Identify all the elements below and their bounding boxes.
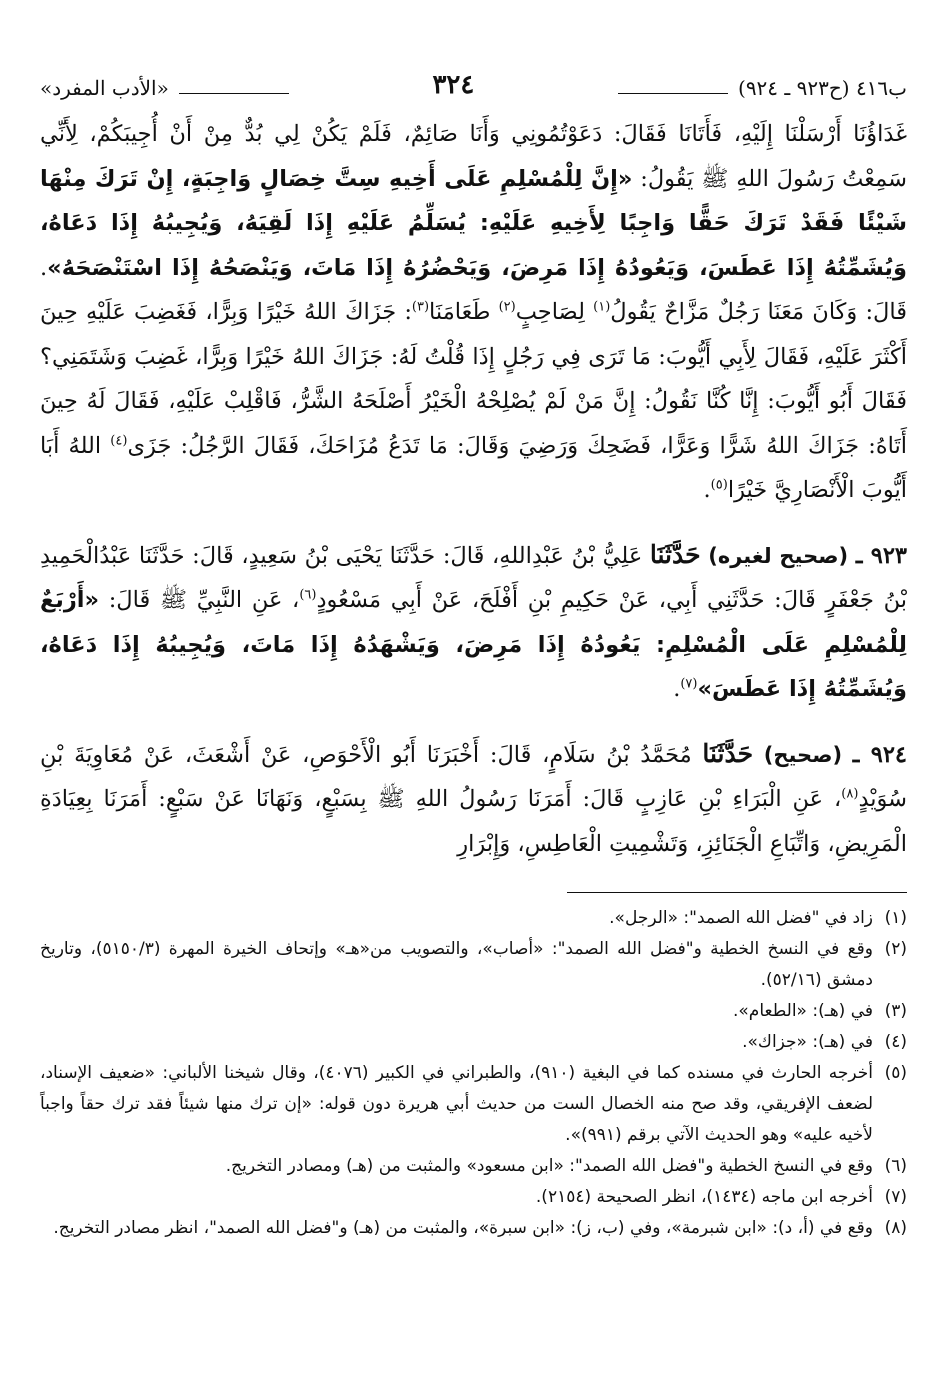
footnote-number: (٨) [884,1218,907,1238]
footnote [40,903,907,934]
text-run: . [703,477,711,503]
hadith-number: ٩٢٣ ـ [855,542,907,569]
footnote-number: (٥) [884,1063,907,1083]
text-run: غَدَاؤُنَا أَرْسَلْنَا إِلَيْهِ، فَأَتَانَا فَقَالَ: دَعَوْتُمُونِي وَأَنَا صَائِمٌ، فَلَمْ يَكُنْ لِي بُدٌّ مِنْ أَنْ أُجِيبَكُمْ، لِأَنِّي سَمِعْتُ رَسُولَ اللهِ ﷺ يَقُولُ: [40,121,907,192]
footnote-ref[interactable]: (٤) [110,433,128,448]
footnote-text: أخرجه الحارث في مسنده كما في البغية (٩١٠)، والطبراني في الكبير (٤٠٧٦)، وقال شيخنا الألباني: «ضعيف الإسناد، لضعف الإفريقي، وقد صح منه الخصال الست من حديث أبي هريرة دون قوله: «إن ترك منها شيئاً فقد ترك حقاً واجباً لأخيه عليه» وهو الحديث الآتي برقم (٩٩١)». [40,1063,873,1145]
isnad-start: حَدَّثَنَا [649,539,701,569]
footnote [40,1027,907,1058]
text-run: لِصَاحِبٍ [515,299,594,325]
book-page [40,60,907,1244]
header-left [40,76,289,100]
book-title: «الأدب المفرد» [40,76,169,100]
header-rule [618,93,728,94]
hadith-grade: (صحيح لغيره) [708,543,849,568]
footnote [40,934,907,996]
hadith-924 [40,732,907,867]
text-run: طَعَامَنَا [429,299,499,325]
footnote-number: (٦) [884,1156,907,1176]
text-run: اللهُ أَبَا أَيُّوبَ الْأَنْصَارِيَّ خَيْرًا [40,432,907,503]
isnad-text: عَلِيُّ بْنُ عَبْدِاللهِ، قَالَ: حَدَّثَنَا يَحْيَى بْنُ سَعِيدٍ، قَالَ: حَدَّثَنَا عَبْدُالْحَمِيدِ بْنُ جَعْفَرٍ قَالَ: حَدَّثَنِي أَبِي، عَنْ حَكِيمِ بْنِ أَفْلَحَ، عَنْ أَبِي مَسْعُودٍ [40,542,907,613]
footnote-divider [567,892,907,893]
footnote [40,1213,907,1244]
text-run: . قَالَ: وَكَانَ مَعَنَا رَجُلٌ مَزَّاحٌ يَقُولُ [40,254,907,325]
main-text [40,112,907,866]
footnote-text: وقع في (أ، د): «ابن شبرمة»، وفي (ب، ز): «ابن سبرة»، والمثبت من (هـ) و"فضل الله الصمد"، انظر مصادر التخريج. [53,1218,873,1238]
page-number: ٣٢٤ [432,70,475,100]
footnote-ref[interactable]: (٥) [710,477,728,493]
footnote-ref[interactable]: (٨) [841,786,859,802]
prophetic-quote: «إِنَّ لِلْمُسْلِمِ عَلَى أَخِيهِ سِتَّ خِصَالٍ وَاجِبَةٍ، إِنْ تَرَكَ مِنْهَا شَيْئًا فَقَدْ تَرَكَ حَقًّا وَاجِبًا لِأَخِيهِ عَلَيْهِ: يُسَلِّمُ عَلَيْهِ إِذَا لَقِيَهُ، وَيُجِيبُهُ إِذَا دَعَاهُ، وَيُشَمِّتُهُ إِذَا عَطَسَ، وَيَعُودُهُ إِذَا مَرِضَ، وَيَحْضُرُهُ إِذَا مَاتَ، وَيَنْصَحُهُ إِذَا اسْتَنْصَحَهُ» [40,165,907,281]
footnote [40,1058,907,1151]
prophetic-quote: «أَرْبَعٌ لِلْمُسْلِمِ عَلَى الْمُسْلِمِ: يَعُودُهُ إِذَا مَرِضَ، وَيَشْهَدُهُ إِذَا مَاتَ، وَيُجِيبُهُ إِذَا دَعَاهُ، وَيُشَمِّتُهُ إِذَا عَطَسَ» [40,587,907,702]
footnotes [40,903,907,1244]
footnote-ref[interactable]: (١) [593,299,611,315]
footnote-text: في (هـ): «جزاك». [742,1032,873,1052]
isnad-text: ، عَنِ النَّبِيِّ ﷺ قَالَ: [99,587,300,613]
footnote-text: وقع في النسخ الخطية و"فضل الله الصمد": «أصاب»، والتصويب من«هـ» وإتحاف الخيرة المهرة (٥١٥٠/٣)، وتاريخ دمشق (٥٢/١٦). [40,939,873,990]
footnote-number: (٣) [884,1001,907,1021]
footnote-number: (١) [884,908,907,928]
footnote-ref[interactable]: (٦) [299,587,317,603]
footnote-number: (٧) [884,1187,907,1207]
footnote-text: زاد في "فضل الله الصمد": «الرجل». [609,908,873,928]
running-header [40,60,907,100]
footnote [40,996,907,1027]
header-right [618,76,907,100]
footnote-text: في (هـ): «الطعام». [732,1001,873,1021]
footnote-ref[interactable]: (٣) [411,299,430,315]
footnote [40,1151,907,1182]
footnote-text: وقع في النسخ الخطية و"فضل الله الصمد": «ابن مسعود» والمثبت من (هـ) ومصادر التخريج. [225,1156,873,1176]
isnad-start: حَدَّثَنَا [702,738,754,768]
text-run: . [673,676,681,702]
hadith-number: ٩٢٤ ـ [852,741,907,768]
footnote-ref[interactable]: (٧) [680,676,698,692]
isnad-text: ، عَنِ الْبَرَاءِ بْنِ عَازِبٍ قَالَ: أَمَرَنَا رَسُولُ اللهِ ﷺ بِسَبْعٍ، وَنَهَانَا عَنْ سَبْعٍ: أَمَرَنَا بِعِيَادَةِ الْمَرِيضِ، وَاتِّبَاعِ الْجَنَائِزِ، وَتَشْمِيتِ الْعَاطِسِ، وَإِبْرَارِ [40,786,907,857]
header-rule [179,93,289,94]
footnote-number: (٤) [884,1032,907,1052]
footnote-number: (٢) [884,939,907,959]
hadith-923 [40,533,907,712]
footnote [40,1182,907,1213]
hadith-grade: (صحيح) [763,742,843,767]
page-ref: ب٤١٦ (ح٩٢٣ ـ ٩٢٤) [738,76,907,100]
text-run: : جَزَاكَ اللهُ خَيْرًا وَبِرًّا، فَغَضِبَ عَلَيْهِ حِينَ أَكْثَرَ عَلَيْهِ، فَقَالَ لِأَبِي أَيُّوبَ: مَا تَرَى فِي رَجُلٍ إِذَا قُلْتُ لَهُ: جَزَاكَ اللهُ خَيْرًا وَبِرًّا، غَضِبَ وَشَتَمَنِي؟ فَقَالَ أَبُو أَيُّوبَ: إِنَّا كُنَّا نَقُولُ: إِنَّ مَنْ لَمْ يُصْلِحْهُ الْخَيْرُ أَصْلَحَهُ الشَّرُّ، فَاقْلِبْ عَلَيْهِ، فَقَالَ لَهُ حِينَ أَتَاهُ: جَزَاكَ اللهُ شَرًّا وَعَرًّا، فَضَحِكَ وَرَضِيَ وَقَالَ: مَا تَدَعُ مُزَاحَكَ، فَقَالَ الرَّجُلُ: جَزَى [40,299,907,459]
footnote-text: أخرجه ابن ماجه (١٤٣٤)، انظر الصحيحة (٢١٥٤). [535,1187,873,1207]
hadith-922-continuation [40,112,907,513]
footnote-ref[interactable]: (٢) [498,299,516,315]
isnad-text: مُحَمَّدُ بْنُ سَلَامٍ، قَالَ: أَخْبَرَنَا أَبُو الْأَحْوَصِ، عَنْ أَشْعَثَ، عَنْ مُعَاوِيَةَ بْنِ سُوَيْدٍ [40,741,907,812]
